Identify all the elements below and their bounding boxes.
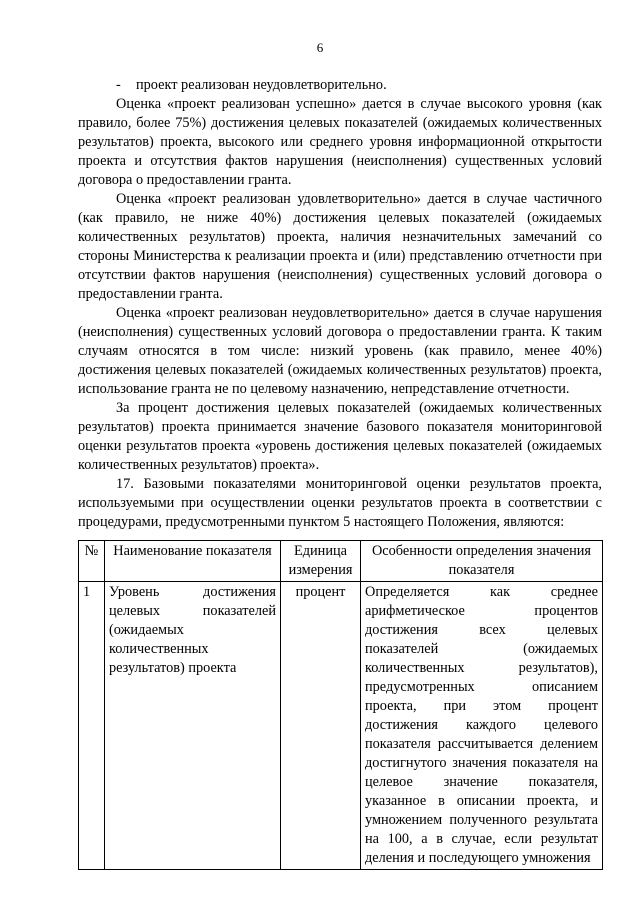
cell-indicator-name: Уровень достижения целевых показателей (ожидаемых количественных результатов) проекта [105, 582, 281, 870]
table-header-row [79, 541, 603, 582]
list-item [78, 76, 602, 95]
paragraph-clause-17: 17. Базовыми показателями мониторинговой оценки результатов проекта, используемыми при осуществлении оценки результатов проекта в соответствии с процедурами, предусмотренными пунктом 5 настоящего Положения, являются: [78, 476, 602, 530]
paragraph-achievement-percent: За процент достижения целевых показателей (ожидаемых количественных результатов) проекта принимается значение базового показателя мониторинговой оценки результатов проекта «уровень достижения целевых показателей (ожидаемых количественных результатов) проекта». [78, 400, 602, 473]
cell-number: 1 [79, 582, 105, 870]
header-features: Особенности определения значения показателя [361, 541, 603, 582]
indicators-table [78, 540, 603, 870]
cell-unit: процент [281, 582, 361, 870]
header-indicator-name: Наименование показателя [105, 541, 281, 582]
document-body [78, 76, 602, 870]
paragraph-unsatisfactory-rating: Оценка «проект реализован неудовлетворительно» дается в случае нарушения (неисполнения) существенных условий договора о предоставлении гранта. К таким случаям относятся в том числе: низкий уровень (как правило, менее 40%) достижения целевых показателей (ожидаемых количественных результатов) проекта, использование гранта не по целевому назначению, непредставление отчетности. [78, 305, 602, 397]
paragraph-success-rating: Оценка «проект реализован успешно» дается в случае высокого уровня (как правило, более 75%) достижения целевых показателей (ожидаемых количественных результатов) проекта, высокого или среднего уровня информационной открытости проекта и отсутствия фактов нарушения (неисполнения) существенных условий договора о предоставлении гранта. [78, 96, 602, 188]
header-unit: Единица измерения [281, 541, 361, 582]
header-number: № [79, 541, 105, 582]
list-item-text: проект реализован неудовлетворительно. [136, 77, 387, 93]
table-row [79, 582, 603, 870]
list-marker: - [116, 77, 121, 93]
cell-features: Определяется как среднее арифметическое процентов достижения всех целевых показателей (ожидаемых количественных результатов), предусмотренных описанием проекта, при этом процент достижения каждого целевого показателя рассчитывается делением достигнутого значения показателя на целевое значение показателя, указанное в описании проекта, и умножением полученного результата на 100, а в случае, если результат деления и последующего умножения [361, 582, 603, 870]
page-number: 6 [316, 40, 324, 55]
paragraph-satisfactory-rating: Оценка «проект реализован удовлетворительно» дается в случае частичного (как правило, не ниже 40%) достижения целевых показателей (ожидаемых количественных результатов) проекта, наличия незначительных замечаний со стороны Министерства к реализации проекта и (или) представлению отчетности при отсутствии фактов нарушения (неисполнения) существенных условий договора о предоставлении гранта. [78, 191, 602, 302]
